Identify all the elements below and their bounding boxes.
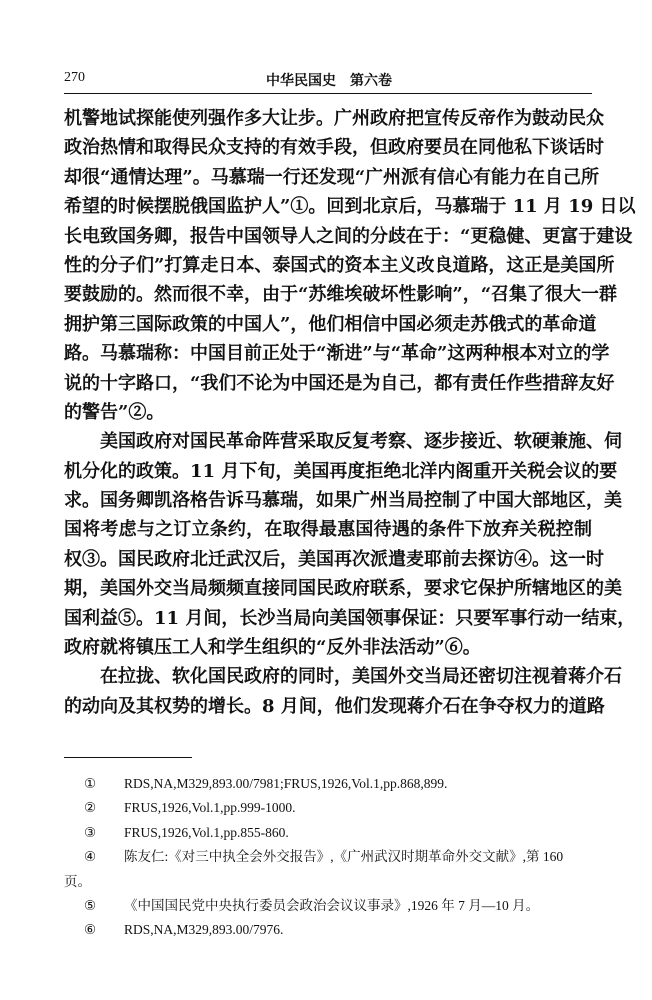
- footnote-mark: ①: [84, 776, 97, 791]
- text-line: 路。马慕瑞称：中国目前正处于“渐进”与“革命”这两种根本对立的学: [64, 343, 610, 365]
- footnote-text: RDS,NA,M329,893.00/7976.: [124, 922, 284, 938]
- footnote-mark: ③: [84, 824, 97, 840]
- footnote: [64, 845, 592, 869]
- text-line: 希望的时候摆脱俄国监护人”①。回到北京后，马慕瑞于 11 月 19 日以: [64, 196, 636, 218]
- footnote-text: FRUS,1926,Vol.1,pp.855-860.: [124, 824, 289, 840]
- header-rule: [64, 93, 592, 94]
- text-line: 政府就将镇压工人和学生组织的“反外非法活动”⑥。: [64, 637, 481, 659]
- footnote-text: 页。: [64, 873, 91, 889]
- text-line: 的警告”②。: [64, 401, 165, 423]
- footnote-text: FRUS,1926,Vol.1,pp.999-1000.: [124, 800, 296, 816]
- text-line: 性的分子们”打算走日本、泰国式的资本主义改良道路，这正是美国所: [64, 254, 615, 276]
- text-line: 机警地试探能使列强作多大让步。广州政府把宣传反帝作为鼓动民众: [64, 108, 604, 129]
- paragraph-start-line: 在拉拢、软化国民政府的同时，美国外交当局还密切注视着蒋介石: [100, 666, 622, 688]
- footnote-rule: [64, 757, 192, 758]
- footnote: [64, 821, 592, 845]
- text-line: 国利益⑤。11 月间，长沙当局向美国领事保证：只要军事行动一结束，: [64, 607, 636, 629]
- footnote: [64, 772, 592, 796]
- text-line: 拥护第三国际政策的中国人”，他们相信中国必须走苏俄式的革命道: [64, 313, 597, 335]
- footnote: [64, 894, 592, 918]
- text-line: 权③。国民政府北迁武汉后，美国再次派遣麦耶前去探访④。这一时: [64, 548, 604, 570]
- text-line: 求。国务卿凯洛格告诉马慕瑞，如果广州当局控制了中国大部地区，美: [64, 490, 622, 512]
- running-title: 中华民国史 第六卷: [266, 73, 392, 89]
- text-line: 国将考虑与之订立条约，在取得最惠国待遇的条件下放弃关税控制: [64, 519, 592, 541]
- text-line: 长电致国务卿，报告中国领导人之间的分歧在于：“更稳健、更富于建设: [64, 225, 633, 247]
- footnote-mark: ②: [84, 800, 97, 816]
- page-header: [64, 70, 594, 92]
- text-line: 说的十字路口，“我们不论为中国还是为自己，都有责任作些措辞友好: [64, 372, 615, 394]
- footnote-text: 《中国国民党中央执行委员会政治会议议事录》,1926 年 7 月—10 月。: [124, 897, 540, 913]
- footnote-mark: ⑤: [84, 897, 97, 913]
- text-line: 的动向及其权势的增长。8 月间，他们发现蒋介石在争夺权力的道路: [64, 695, 605, 717]
- text-line: 期，美国外交当局频频直接同国民政府联系，要求它保护所辖地区的美: [64, 578, 622, 600]
- footnote-text: 陈友仁:《对三中执全会外交报告》,《广州武汉时期革命外交文献》,第 160: [124, 849, 564, 865]
- footnote-mark: ⑥: [84, 922, 97, 938]
- footnotes: [64, 772, 592, 943]
- text-line: 机分化的政策。11 月下旬，美国再度拒绝北洋内阁重开关税会议的要: [64, 460, 618, 482]
- footnote: [64, 796, 592, 820]
- footnote-mark: ④: [84, 849, 97, 865]
- footnote-text: RDS,NA,M329,893.00/7981;FRUS,1926,Vol.1,pp.868,899.: [124, 776, 448, 791]
- footnote: [64, 918, 592, 942]
- body-text: [64, 104, 636, 721]
- text-line: 政治热情和取得民众支持的有效手段，但政府要员在同他私下谈话时: [64, 137, 604, 159]
- page-number: 270: [64, 70, 85, 85]
- footnote-continuation: [64, 870, 592, 894]
- text-line: 要鼓励的。然而很不幸，由于“苏维埃破坏性影响”，“召集了很大一群: [64, 284, 618, 306]
- text-line: 却很“通情达理”。马慕瑞一行还发现“广州派有信心有能力在自己所: [64, 166, 600, 188]
- paragraph-start-line: 美国政府对国民革命阵营采取反复考察、逐步接近、软硬兼施、伺: [100, 431, 622, 453]
